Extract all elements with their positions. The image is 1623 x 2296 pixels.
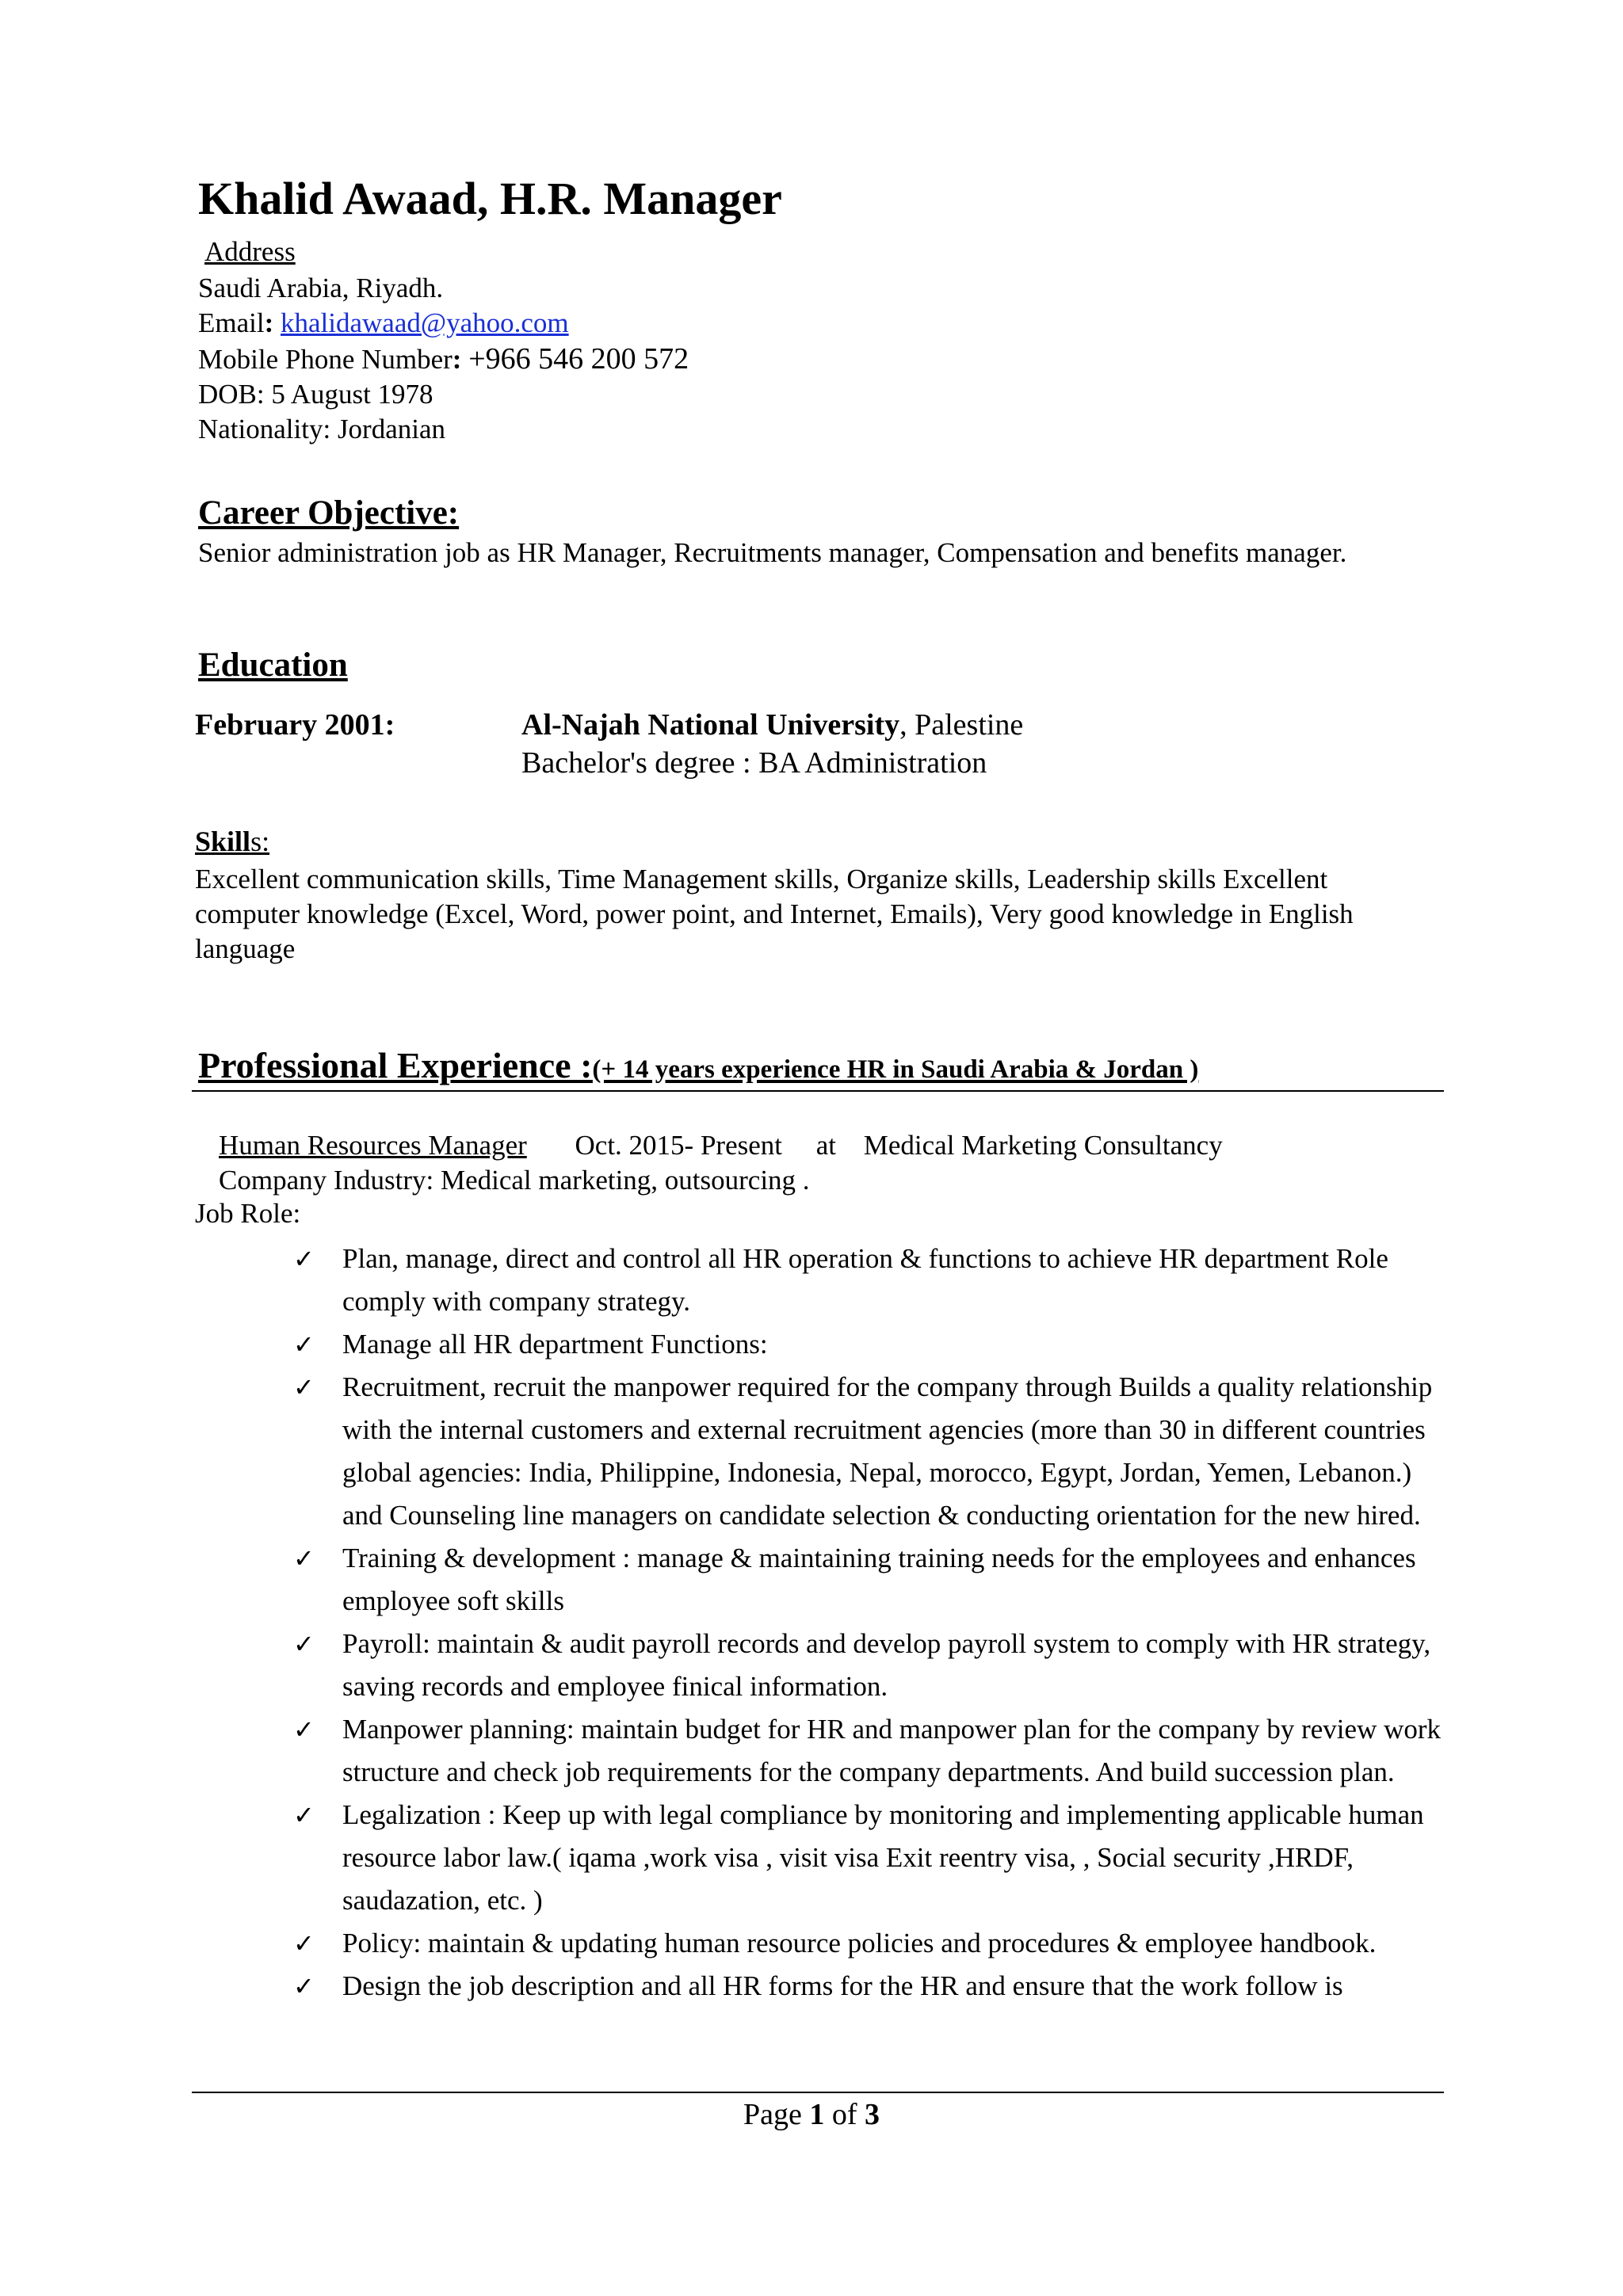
nationality-line: Nationality: Jordanian [198, 414, 446, 444]
checkmark-icon: ✓ [293, 1372, 315, 1402]
checkmark-icon: ✓ [293, 1329, 315, 1360]
list-item [293, 1922, 1442, 1965]
checkmark-icon: ✓ [293, 1714, 315, 1745]
email-link[interactable]: khalidawaad@yahoo.com [281, 307, 569, 338]
address-label [204, 238, 296, 265]
email-line [198, 309, 569, 337]
experience-heading-main: Professional Experience : [198, 1045, 593, 1085]
job-period: Oct. 2015- Present [575, 1130, 782, 1161]
list-item-text: Training & development : manage & maintaining training needs for the employees and enhances employee soft skills [342, 1543, 1416, 1616]
phone-sep: : [452, 344, 462, 375]
job-company: Medical Marketing Consultancy [863, 1130, 1223, 1161]
list-item [293, 1537, 1442, 1623]
resume-name: Khalid Awaad, H.R. Manager [198, 173, 782, 224]
skills-heading-bold: Skill [195, 826, 251, 857]
email-label: Email [198, 307, 265, 338]
dob-line: DOB: 5 August 1978 [198, 379, 433, 410]
job-at: at [815, 1130, 837, 1161]
footer-page-word: Page [743, 2098, 802, 2131]
education-heading: Education [198, 646, 348, 684]
list-item [293, 1238, 1442, 1323]
email-sep: : [264, 307, 274, 338]
list-item [293, 1623, 1442, 1708]
list-item-text: Manage all HR department Functions: [342, 1329, 768, 1360]
list-item [293, 1794, 1442, 1922]
skills-heading-rest: s: [250, 826, 270, 857]
list-item-text: Design the job description and all HR forms for the HR and ensure that the work follow is [342, 1970, 1343, 2001]
checkmark-icon: ✓ [293, 1800, 315, 1830]
checkmark-icon: ✓ [293, 1244, 315, 1274]
footer-rule [192, 2092, 1444, 2093]
checkmark-icon: ✓ [293, 1629, 315, 1659]
list-item-text: Manpower planning: maintain budget for HR and manpower plan for the company by review work structure and check job requirements for the company departments. And build succession plan. [342, 1714, 1442, 1787]
page-footer [0, 2100, 1623, 2130]
footer-page-number: 1 [809, 2098, 825, 2131]
skills-text: Excellent communication skills, Time Management skills, Organize skills, Leadership skills Excellent computer knowledge (Excel, Word, power point, and Internet, Emails), Very good knowledge in English language [195, 864, 1354, 964]
education-degree: Bachelor's degree : BA Administration [521, 746, 987, 780]
job-line [219, 1131, 1223, 1159]
list-item [293, 1366, 1442, 1537]
checkmark-icon: ✓ [293, 1543, 315, 1573]
career-objective-text: Senior administration job as HR Manager, Recruitments manager, Compensation and benefits manager. [198, 537, 1347, 568]
education-university-line [521, 710, 1023, 740]
phone-number: +966 546 200 572 [468, 342, 689, 376]
job-industry: Company Industry: Medical marketing, outsourcing . [219, 1165, 810, 1196]
list-item [293, 1965, 1442, 2008]
phone-label: Mobile Phone Number [198, 344, 453, 375]
checkmark-icon: ✓ [293, 1928, 315, 1958]
checkmark-icon: ✓ [293, 1971, 315, 2001]
list-item-text: Recruitment, recruit the manpower required for the company through Builds a quality relationship with the internal customers and external recruitment agencies (more than 30 in different countries global agencies: India, Philippine, Indonesia, Nepal, morocco, Egypt, Jordan, Yemen, Lebanon.) and Counseling line managers on candidate selection & conducting orientation for the new hired. [342, 1371, 1433, 1531]
list-item-text: Payroll: maintain & audit payroll records and develop payroll system to comply with HR strategy, saving records and employee finical information. [342, 1628, 1431, 1702]
list-item [293, 1708, 1442, 1794]
job-title: Human Resources Manager [219, 1130, 527, 1161]
list-item-text: Legalization : Keep up with legal compliance by monitoring and implementing applicable human resource labor law.( iqama ,work visa , visit visa Exit reentry visa, , Social security ,HRDF, saudazation, etc. ) [342, 1799, 1424, 1916]
list-item [293, 1323, 1442, 1366]
experience-heading [198, 1047, 1198, 1084]
address-label-text: Address [204, 236, 296, 267]
experience-rule [192, 1090, 1444, 1092]
education-university: Al-Najah National University [521, 708, 900, 742]
address-line: Saudi Arabia, Riyadh. [198, 273, 444, 303]
education-date: February 2001: [195, 708, 395, 742]
job-role-label: Job Role: [195, 1198, 301, 1229]
career-objective-heading: Career Objective: [198, 494, 460, 532]
footer-of-word: of [831, 2098, 857, 2131]
education-location: , Palestine [899, 708, 1024, 742]
job-role-list [293, 1238, 1442, 2008]
list-item-text: Policy: maintain & updating human resource policies and procedures & employee handbook. [342, 1928, 1377, 1958]
phone-line [198, 344, 689, 374]
list-item-text: Plan, manage, direct and control all HR operation & functions to achieve HR department Role comply with company strategy. [342, 1243, 1388, 1317]
footer-page-total: 3 [865, 2098, 880, 2131]
skills-heading [195, 827, 269, 856]
experience-subheading: (+ 14 years experience HR in Saudi Arabia & Jordan ) [592, 1055, 1199, 1084]
